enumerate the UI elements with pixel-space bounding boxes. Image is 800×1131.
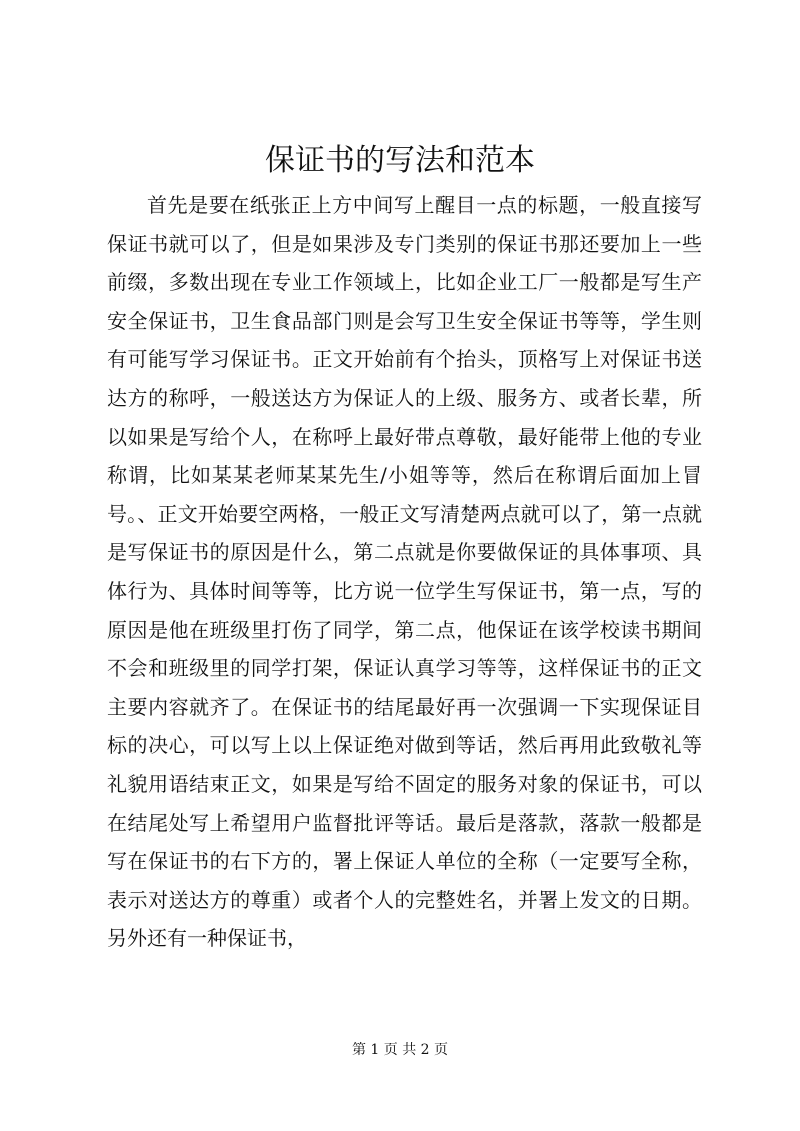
document-title: 保证书的写法和范本 xyxy=(265,143,535,178)
body-paragraph: 首先是要在纸张正上方中间写上醒目一点的标题，一般直接写保证书就可以了，但是如果涉及专门类别的保证书那还要加上一些前缀，多数出现在专业工作领域上，比如企业工厂一般都是写生产安全保证书，卫生食品部门则是会写卫生安全保证书等等，学生则有可能写学习保证书。正文开始前有个抬头，顶格写上对保证书送达方的称呼，一般送达方为保证人的上级、服务方、或者长辈，所以如果是写给个人，在称呼上最好带点尊敬，最好能带上他的专业称谓，比如某某老师某某先生/小姐等等，然后在称谓后面加上冒号。、正文开始要空两格，一般正文写清楚两点就可以了，第一点就是写保证书的原因是什么，第二点就是你要做保证的具体事项、具体行为、具体时间等等，比方说一位学生写保证书，第一点，写的原因是他在班级里打伤了同学，第二点，他保证在该学校读书期间不会和班级里的同学打架，保证认真学习等等，这样保证书的正文主要内容就齐了。在保证书的结尾最好再一次强调一下实现保证目标的决心，可以写上以上保证绝对做到等话，然后再用此致敬礼等礼貌用语结束正文，如果是写给不固定的服务对象的保证书，可以在结尾处写上希望用户监督批评等话。最后是落款，落款一般都是写在保证书的右下方的，署上保证人单位的全称（一定要写全称，表示对送达方的尊重）或者个人的完整姓名，并署上发文的日期。另外还有一种保证书， xyxy=(107,193,702,951)
page-footer: 第 1 页 共 2 页 xyxy=(351,1042,449,1058)
